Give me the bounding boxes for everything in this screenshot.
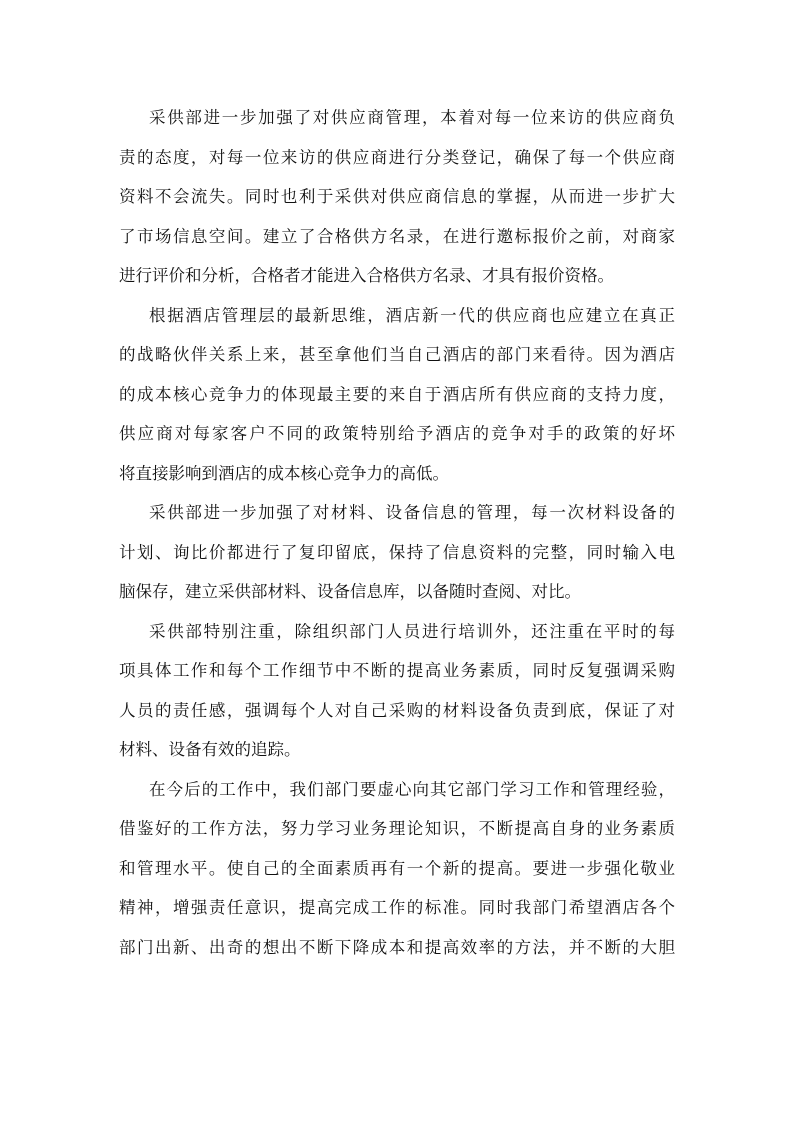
text-line: 采供部进一步加强了对材料、设备信息的管理，每一次材料设备的 [149, 503, 675, 522]
text-line: 部门出新、出奇的想出不断下降成本和提高效率的方法，并不断的大胆 [119, 937, 675, 957]
text-line: 资料不会流失。同时也利于采供对供应商信息的掌握，从而进一步扩大 [119, 187, 675, 206]
text-line: 的战略伙伴关系上来，甚至拿他们当自己酒店的部门来看待。因为酒店 [119, 345, 675, 364]
text-line: 人员的责任感，强调每个人对自己采购的材料设备负责到底，保证了对 [119, 700, 675, 720]
paragraph-materials-info [119, 493, 675, 612]
text-line: 脑保存，建立采供部材料、设备信息库，以备随时查阅、对比。 [119, 582, 581, 601]
paragraph-strategic-partners [119, 296, 675, 494]
paragraph-training [119, 612, 675, 770]
text-line: 材料、设备有效的追踪。 [119, 740, 301, 759]
text-line: 精神，增强责任意识，提高完成工作的标准。同时我部门希望酒店各个 [119, 898, 675, 917]
text-line: 了市场信息空间。建立了合格供方名录，在进行邀标报价之前，对商家 [119, 226, 675, 246]
text-line: 借鉴好的工作方法，努力学习业务理论知识，不断提高自身的业务素质 [119, 819, 675, 838]
text-line: 在今后的工作中，我们部门要虚心向其它部门学习工作和管理经验， [149, 779, 675, 799]
text-line: 计划、询比价都进行了复印留底，保持了信息资料的完整，同时输入电 [119, 542, 675, 562]
text-line: 采供部进一步加强了对供应商管理，本着对每一位来访的供应商负 [149, 108, 675, 127]
text-line: 根据酒店管理层的最新思维，酒店新一代的供应商也应建立在真正 [149, 305, 675, 325]
text-line: 供应商对每家客户不同的政策特别给予酒店的竞争对手的政策的好坏 [119, 424, 675, 443]
text-line: 和管理水平。使自己的全面素质再有一个新的提高。要进一步强化敬业 [119, 858, 675, 878]
text-line: 的成本核心竞争力的体现最主要的来自于酒店所有供应商的支持力度， [119, 384, 675, 404]
text-line: 将直接影响到酒店的成本核心竞争力的高低。 [119, 463, 449, 483]
text-line: 进行评价和分析，合格者才能进入合格供方名录、才具有报价资格。 [119, 266, 614, 285]
document-body [119, 98, 675, 967]
paragraph-future-work [119, 770, 675, 968]
text-line: 责的态度，对每一位来访的供应商进行分类登记，确保了每一个供应商 [119, 147, 675, 167]
text-line: 项具体工作和每个工作细节中不断的提高业务素质，同时反复强调采购 [119, 661, 675, 680]
paragraph-supplier-management [119, 98, 675, 296]
text-line: 采供部特别注重，除组织部门人员进行培训外，还注重在平时的每 [149, 621, 675, 641]
